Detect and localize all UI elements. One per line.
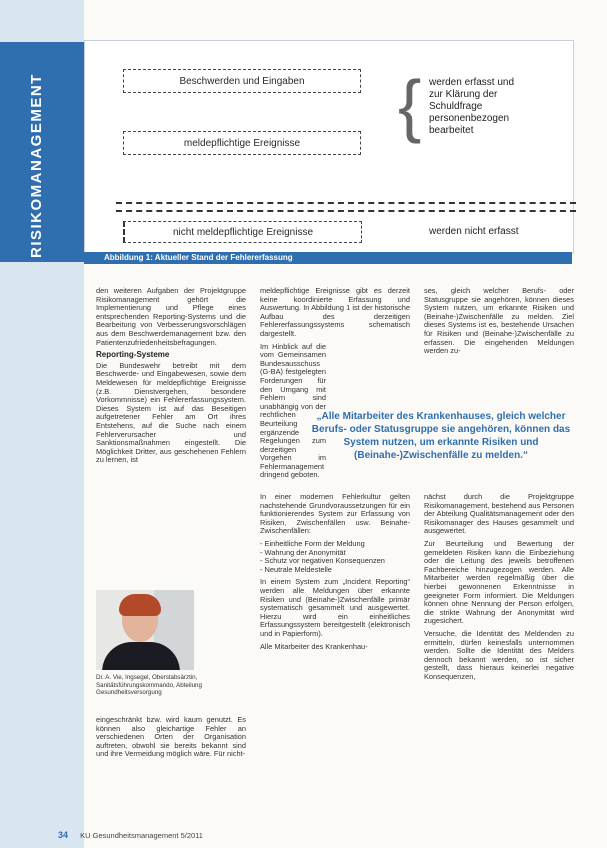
paragraph: In einer modernen Fehlerkultur gelten nachstehende Grundvoraussetzungen für ein funktionierendes System zur Erfassung von Risiken, Zwischenfällen usw. Beinahe-Zwischenfällen: xyxy=(260,492,410,536)
paragraph: Die Bundeswehr betreibt mit dem Beschwerde- und Eingabewesen, sowie dem Meldewesen für meldepflichtige Ereignisse (z.B. Dienstvergehen, besondere Vorkommnisse) ein Fehlererfassungssystem. Dieses System ist auf das Beseitigen aufgetretener Fehler am Ort ihres Entstehens, auf die Suche nach einem Fehlerverursacher und Sanktionsmaßnahmen eingestellt. Die Möglichkeit Dritter, aus geschehenen Fehlern zu lernen, ist xyxy=(96,360,246,465)
paragraph: den weiteren Aufgaben der Projektgruppe Risikomanagement gehört die Implementierung und Pflege eines entsprechenden Reporting-Systems und die Bearbeitung von Verbesserungsvorschlägen aus dem Beschwerdemanagement bzw. den Patientenzufriedenheitsbefragungen. xyxy=(96,286,246,347)
page-footer xyxy=(58,830,203,840)
box-nicht-meldepflichtig: nicht meldepflichtige Ereignisse xyxy=(123,221,362,243)
paragraph: ses, gleich welcher Berufs- oder Statusgruppe sie angehören, können dieses System nutzen, um erkannte Risiken und (Beinahe-)Zwischenfälle zu melden. Ziel dieses Systems ist es, bestehende Ursachen für Risiken und (Beinahe-)Zwischenfälle zu erfassen. Die eingehenden Meldungen werden zu- xyxy=(424,286,574,356)
figure-right-text-1 xyxy=(429,77,514,137)
subheading: Reporting-Systeme xyxy=(96,350,170,360)
pull-quote: „Alle Mitarbeiter des Krankenhauses, gleich welcher Berufs- oder Statusgruppe sie angehören, können das System nutzen, um erkannte Risiken und (Beinahe-)Zwischenfälle zu melden.“ xyxy=(311,411,571,461)
right-line: Schuldfrage xyxy=(429,101,483,112)
paragraph: meldepflichtige Ereignisse gibt es derzeit keine koordinierte Erfassung und Auswertung. In Abbildung 1 ist der historische Aufbau des derzeitigen Fehlererfassungssystems schematisch dargestellt. xyxy=(260,286,410,338)
photo-caption: Dr. A. Vie, Ingsegel, Oberstabsärztin, Sanitätsführungskommando, Abteilung Gesundheitsversorgung xyxy=(96,674,202,696)
paragraph: Zur Beurteilung und Bewertung der gemeldeten Risiken kann die Einbeziehung oder die Leitung des jeweils betroffenen Fachbereiche hinzugezogen werden. Alle Mitarbeiter werden regelmäßig über die hierbei gewonnenen Erkenntnisse in geeigneter Form informiert. Die Meldungen können ohne Nennung der Person erfolgen, die strikte Wahrung der Anonymität wird zugesichert. xyxy=(424,538,574,626)
list-item: - Einheitliche Form der Meldung xyxy=(260,538,365,548)
section-label: RISIKOMANAGEMENT xyxy=(28,73,45,258)
author-photo xyxy=(96,590,194,670)
page-number: 34 xyxy=(58,830,69,840)
dash-separator-1 xyxy=(116,202,576,204)
column-1 xyxy=(96,287,246,469)
requirements-list xyxy=(260,540,410,574)
right-line: werden erfasst und xyxy=(429,77,515,88)
paragraph: In einem System zum „Incident Reporting“ werden alle Meldungen über erkannte Risiken und (Beinahe-)Zwischenfälle primär systematisch gesammelt und ausgewertet. Hierzu wird ein einheitliches Erfassungssystem bereitgestellt (elektronisch und in Papierform). xyxy=(260,577,410,638)
brace-icon: { xyxy=(398,66,422,144)
paragraph: Versuche, die Identität des Meldenden zu ermitteln, dürfen keinesfalls unternommen werden. Sollte die Identität des Melders dennoch bekannt werden, so ist sicher gestellt, dass hieraus keinerlei negative Konsequenzen, xyxy=(424,628,574,681)
paragraph: nächst durch die Projektgruppe Risikomanagement, bestehend aus Personen der Abteilung Qualitätsmanagement oder den Risikomanager des Hauses gesammelt und ausgewertet. xyxy=(424,492,574,536)
paragraph: Im Hinblick auf die vom Gemeinsamen Bundesausschuss (G-BA) festgelegten Forderungen für den Umgang mit Fehlern sind unabhängig von der rechtlichen Beurteilung ergänzende Regelungen zum derzeitigen Vorgehen im Fehlermanagement dringend geboten. xyxy=(260,341,326,480)
right-line: zur Klärung der xyxy=(429,89,498,100)
box-meldepflichtig: meldepflichtige Ereignisse xyxy=(123,131,361,155)
dash-separator-2 xyxy=(116,210,576,212)
sidebar xyxy=(0,0,84,848)
right-line: bearbeitet xyxy=(429,125,474,136)
figure-right-text-2: werden nicht erfasst xyxy=(429,226,519,237)
footer-text: KU Gesundheitsmanagement 5/2011 xyxy=(80,831,203,840)
paragraph: eingeschränkt bzw. wird kaum genutzt. Es können also gleichartige Fehler an verschiedenen Orten der Organisation auftreten, obwohl sie bereits bekannt sind und ihre Vermeidung möglich wäre. Für nicht- xyxy=(96,715,246,759)
right-line: personenbezogen xyxy=(429,113,510,124)
column-2-lower xyxy=(260,493,410,655)
column-1-bottom xyxy=(96,716,246,763)
column-3 xyxy=(424,287,574,360)
paragraph: Alle Mitarbeiter des Krankenhau- xyxy=(260,641,368,651)
list-item: - Schutz vor negativen Konsequenzen xyxy=(260,556,385,566)
list-item: - Wahrung der Anonymität xyxy=(260,547,346,557)
list-item: - Neutrale Meldestelle xyxy=(260,564,332,574)
figure-caption: Abbildung 1: Aktueller Stand der Fehlererfassung xyxy=(104,253,293,262)
figure xyxy=(84,40,574,254)
box-beschwerden: Beschwerden und Eingaben xyxy=(123,69,361,93)
column-3-lower xyxy=(424,493,574,685)
